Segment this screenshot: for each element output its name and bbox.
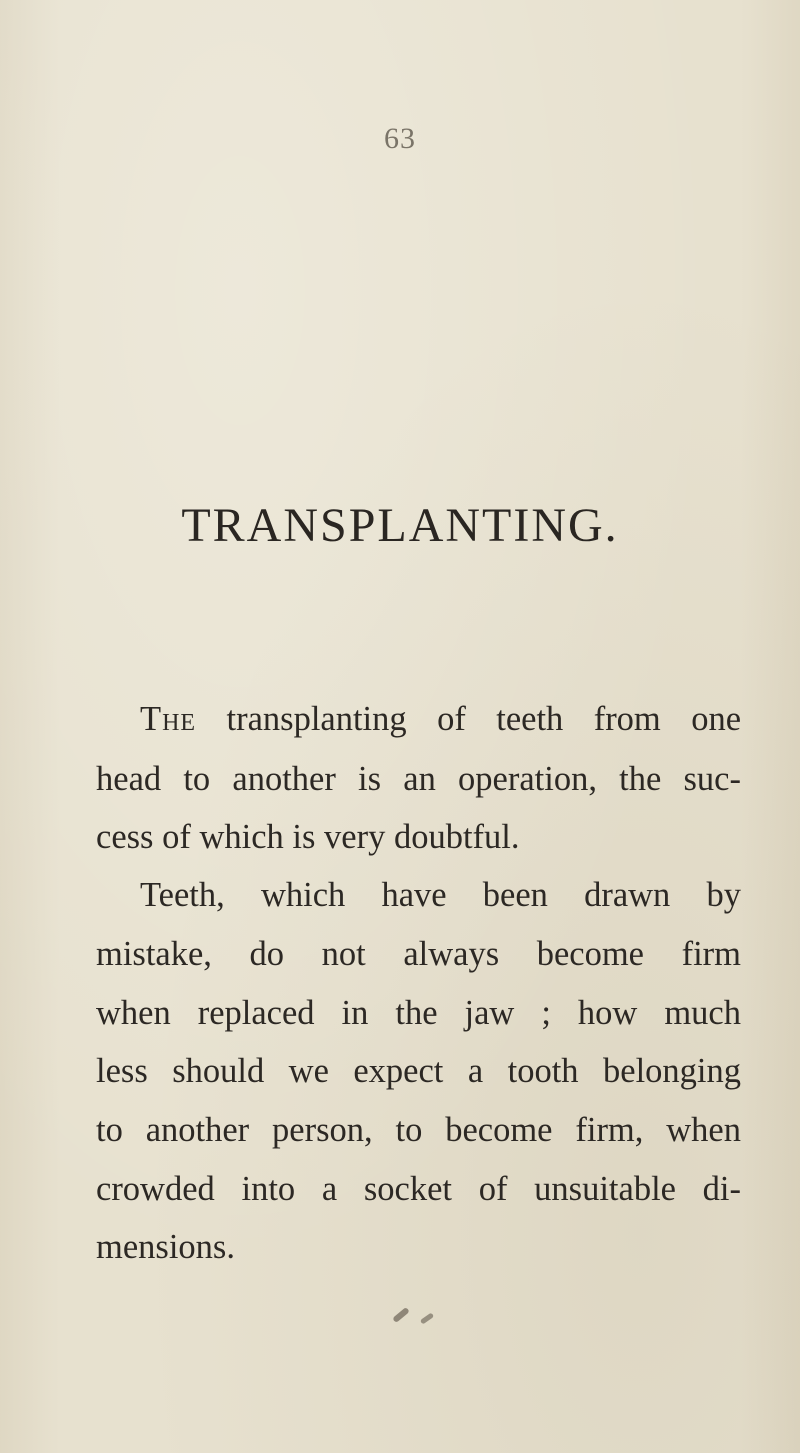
- paragraph-1-line-3: cess of which is very doubtful.: [96, 818, 520, 856]
- paragraph-2-line-3: when replaced in the jaw ; how much: [96, 994, 741, 1032]
- page-number: 63: [384, 122, 416, 155]
- paragraph-2-line-1: Teeth, which have been drawn by: [140, 876, 741, 914]
- paragraph-2-line-5: to another person, to become firm, when: [96, 1111, 741, 1149]
- paragraph-2-line-7: mensions.: [96, 1228, 235, 1266]
- paragraph-2-line-2: mistake, do not always become firm: [96, 935, 741, 973]
- paragraph-1-line-2: head to another is an operation, the suc-: [96, 760, 741, 798]
- paragraph-lead-word: The: [140, 700, 197, 738]
- paragraph-1-line-1: [140, 700, 741, 760]
- paragraph-2-line-4: less should we expect a tooth belonging: [96, 1052, 741, 1090]
- chapter-title: TRANSPLANTING.: [181, 499, 619, 552]
- paragraph-2-line-6: crowded into a socket of unsuitable di-: [96, 1170, 741, 1208]
- paragraph-1-line-1-text: transplanting of teeth from one: [226, 700, 742, 738]
